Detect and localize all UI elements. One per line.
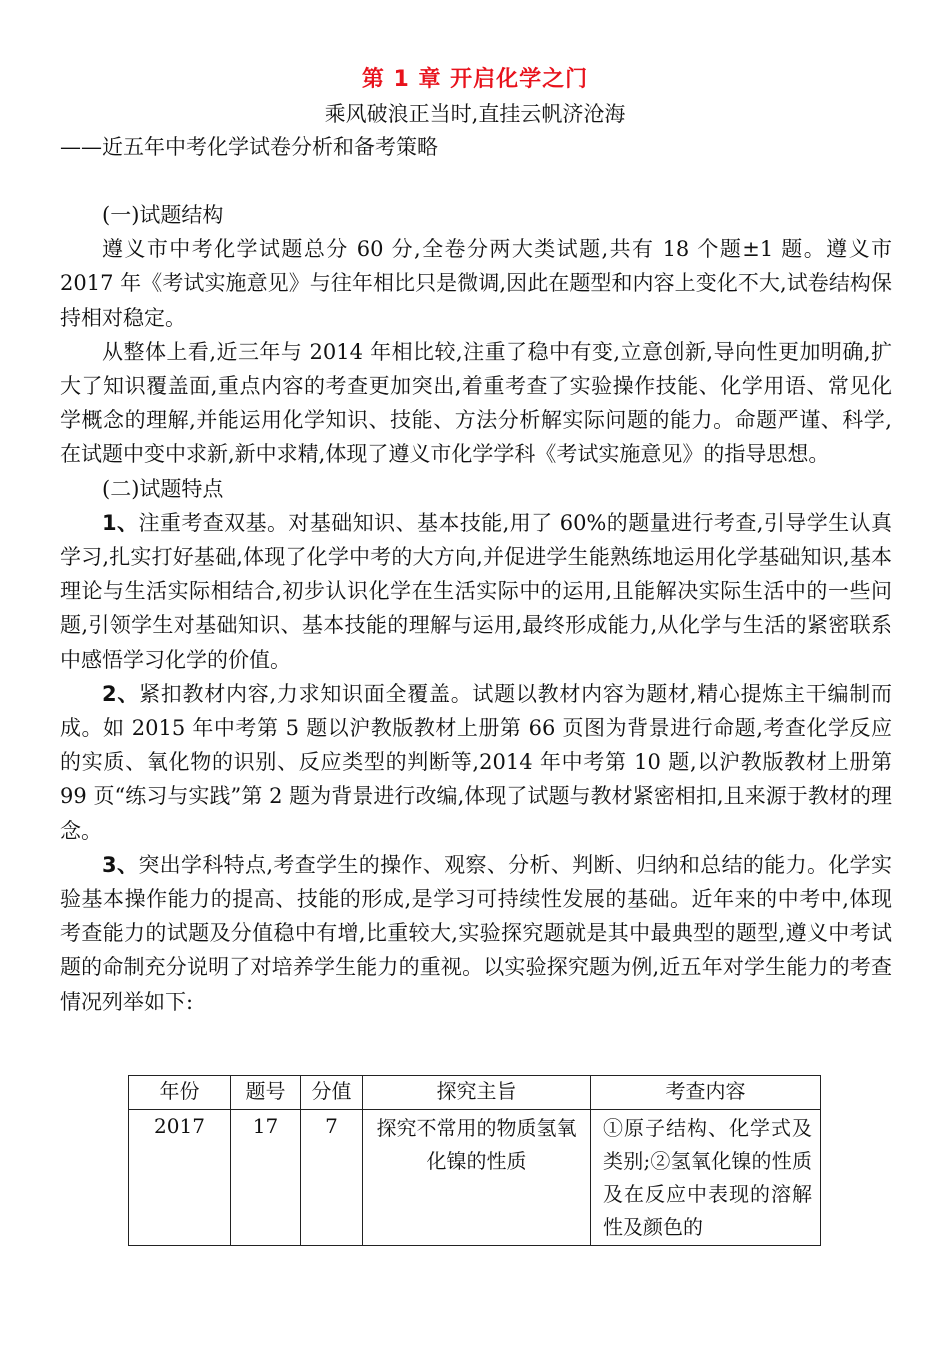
paragraph-point-3 bbox=[60, 848, 892, 1019]
table-row bbox=[129, 1110, 821, 1246]
paragraph-point-1 bbox=[60, 506, 892, 677]
document-body bbox=[60, 198, 892, 1019]
paragraph-structure: 遵义市中考化学试题总分 60 分,全卷分两大类试题,共有 18 个题±1 题。遵义市 2017 年《考试实施意见》与往年相比只是微调,因此在题型和内容上变化不大,试卷结构保持相对稳定。 bbox=[60, 237, 892, 330]
subtitle-secondary: ——近五年中考化学试卷分析和备考策略 bbox=[60, 135, 438, 159]
header-content: 考查内容 bbox=[591, 1076, 821, 1110]
point-3-text: 突出学科特点,考查学生的操作、观察、分析、判断、归纳和总结的能力。化学实验基本操作能力的提高、技能的形成,是学习可持续性发展的基础。近年来的中考中,体现考查能力的试题及分值稳中有增,比重较大,实验探究题就是其中最典型的题型,遵义中考试题的命制充分说明了对培养学生能力的重视。以实验探究题为例,近五年对学生能力的考查情况列举如下: bbox=[60, 852, 892, 1014]
point-1-number: 1、 bbox=[102, 510, 139, 535]
exam-analysis-table bbox=[128, 1075, 821, 1246]
point-1-text: 注重考查双基。对基础知识、基本技能,用了 60%的题量进行考查,引导学生认真学习,扎实打好基础,体现了化学中考的大方向,并促进学生能熟练地运用化学基础知识,基本理论与生活实际相结合,初步认识化学在生活实际中的运用,且能解决实际生活中的一些问题,引领学生对基础知识、基本技能的理解与运用,最终形成能力,从化学与生活的紧密联系中感悟学习化学的价值。 bbox=[60, 510, 892, 672]
table-header-row bbox=[129, 1076, 821, 1110]
header-topic: 探究主旨 bbox=[363, 1076, 591, 1110]
paragraph-point-2 bbox=[60, 677, 892, 848]
cell-score: 7 bbox=[301, 1110, 363, 1246]
subtitle: 乘风破浪正当时,直挂云帆济沧海 bbox=[324, 102, 626, 126]
paragraph-overview: 从整体上看,近三年与 2014 年相比较,注重了稳中有变,立意创新,导向性更加明确,扩大了知识覆盖面,重点内容的考查更加突出,着重考查了实验操作技能、化学用语、常见化学概念的理解,并能运用化学知识、技能、方法分析解实际问题的能力。命题严谨、科学,在试题中变中求新,新中求精,体现了遵义市化学学科《考试实施意见》的指导思想。 bbox=[60, 339, 892, 467]
cell-topic: 探究不常用的物质氢氧化镍的性质 bbox=[363, 1110, 591, 1246]
chapter-title: 第 1 章 开启化学之门 bbox=[361, 67, 589, 92]
header-score: 分值 bbox=[301, 1076, 363, 1110]
header-number: 题号 bbox=[231, 1076, 301, 1110]
point-2-number: 2、 bbox=[102, 681, 140, 706]
cell-content: ①原子结构、化学式及类别;②氢氧化镍的性质及在反应中表现的溶解性及颜色的 bbox=[591, 1110, 821, 1246]
section-heading-structure: (一)试题结构 bbox=[102, 203, 224, 227]
point-2-text: 紧扣教材内容,力求知识面全覆盖。试题以教材内容为题材,精心提炼主干编制而成。如 2015 年中考第 5 题以沪教版教材上册第 66 页图为背景进行命题,考查化学反应的实质、氧化物的识别、反应类型的判断等,2014 年中考第 10 题,以沪教版教材上册第 99 页“练习与实践”第 2 题为背景进行改编,体现了试题与教材紧密相扣,且来源于教材的理念。 bbox=[60, 681, 892, 843]
cell-year: 2017 bbox=[129, 1110, 231, 1246]
section-heading-features: (二)试题特点 bbox=[102, 476, 224, 501]
header-year: 年份 bbox=[129, 1076, 231, 1110]
cell-number: 17 bbox=[231, 1110, 301, 1246]
point-3-number: 3、 bbox=[102, 852, 139, 877]
